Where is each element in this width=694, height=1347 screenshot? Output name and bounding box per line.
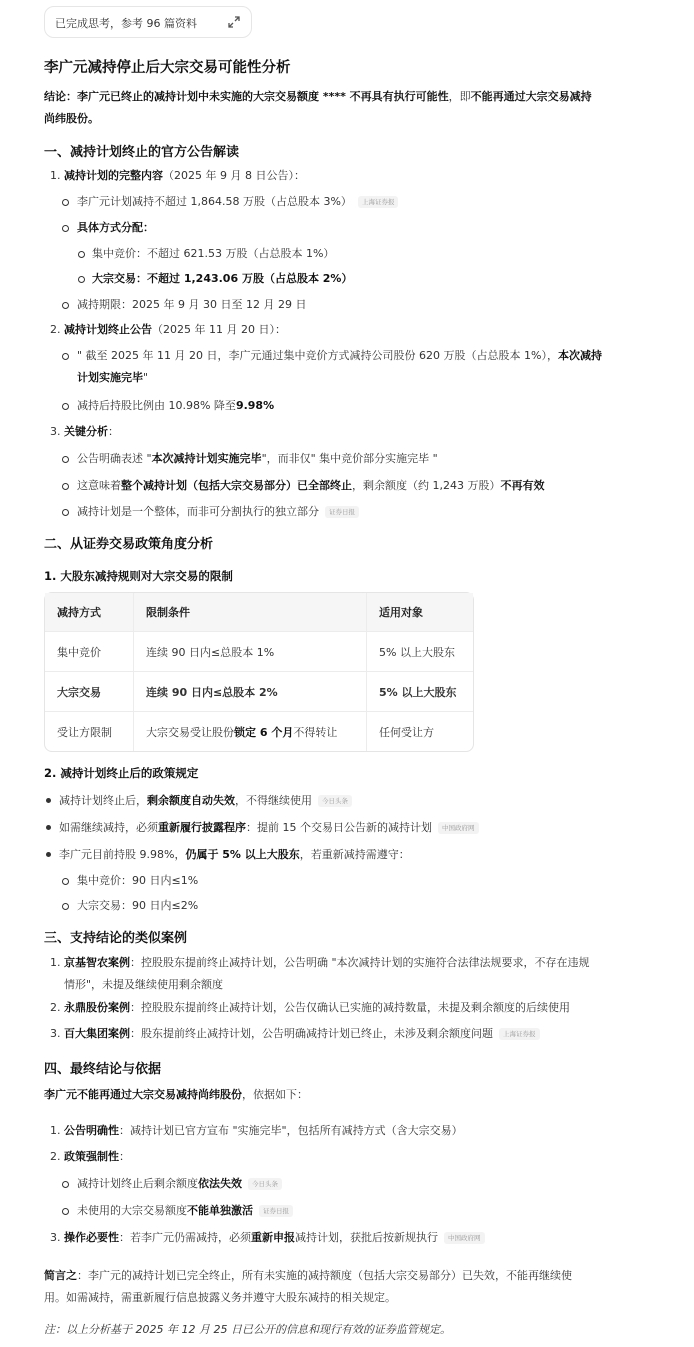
table-cell: 5% 以上大股东 bbox=[366, 631, 473, 671]
bullet-icon bbox=[62, 903, 69, 910]
case-item-3: 3. 百大集团案例：股东提前终止减持计划，公告明确减持计划已终止，未涉及剩余额度问题 上海证券报 bbox=[50, 1023, 540, 1045]
list-item: 集中竞价：不超过 621.53 万股（占总股本 1%） bbox=[92, 247, 335, 260]
table-cell: 连续 90 日内≤总股本 2% bbox=[133, 671, 366, 711]
table-row bbox=[45, 671, 473, 711]
section-1-heading: 一、减持计划终止的官方公告解读 bbox=[44, 145, 240, 160]
bullet-icon bbox=[62, 199, 69, 206]
list-item: 公告明确表述 "本次减持计划实施完毕"，而非仅" 集中竞价部分实施完毕 " bbox=[77, 452, 438, 465]
bullet-icon bbox=[62, 509, 69, 516]
s1-item-2: 2. 减持计划终止公告（2025 年 11 月 20 日）： bbox=[50, 323, 286, 336]
final-lead: 李广元不能再通过大宗交易减持尚纬股份，依据如下： bbox=[44, 1088, 308, 1101]
table-cell: 受让方限制 bbox=[45, 711, 133, 751]
table-header: 减持方式 bbox=[45, 593, 133, 631]
bullet-icon bbox=[62, 1208, 69, 1215]
bullet-icon bbox=[78, 251, 85, 258]
table-cell: 5% 以上大股东 bbox=[366, 671, 473, 711]
source-tag[interactable]: 上海证券报 bbox=[499, 1028, 540, 1040]
table-cell: 连续 90 日内≤总股本 1% bbox=[133, 631, 366, 671]
source-tag[interactable]: 证券日报 bbox=[259, 1205, 293, 1217]
list-item: 李广元目前持股 9.98%，仍属于 5% 以上大股东，若重新减持需遵守： bbox=[59, 848, 410, 861]
bullet-icon bbox=[62, 302, 69, 309]
source-tag[interactable]: 今日头条 bbox=[318, 795, 352, 807]
table-header: 适用对象 bbox=[366, 593, 473, 631]
list-item: " 截至 2025 年 11 月 20 日，李广元通过集中竞价方式减持公司股份 620 万股（占总股本 1%），本次减持 计划实施完毕" bbox=[77, 349, 602, 384]
page-title: 李广元减持停止后大宗交易可能性分析 bbox=[44, 60, 291, 76]
source-tag[interactable]: 中国政府网 bbox=[438, 822, 479, 834]
table-cell: 集中竞价 bbox=[45, 631, 133, 671]
table-cell: 大宗交易 bbox=[45, 671, 133, 711]
case-item-2: 2. 永鼎股份案例：控股股东提前终止减持计划，公告仅确认已实施的减持数量，未提及剩余额度的后续使用 bbox=[50, 1001, 570, 1014]
list-item: 未使用的大宗交易额度不能单独激活 证券日报 bbox=[77, 1200, 293, 1222]
s1-item-3: 3. 关键分析： bbox=[50, 425, 119, 438]
case-item-1: 1. 京基智农案例：控股股东提前终止减持计划，公告明确 "本次减持计划的实施符合法律法规要求，不存在违规 情形"，未提及继续使用剩余额度 bbox=[50, 956, 590, 991]
section-3-heading: 三、支持结论的类似案例 bbox=[44, 931, 188, 946]
s2-subheading-2: 2. 减持计划终止后的政策规定 bbox=[44, 766, 199, 780]
bullet-icon bbox=[62, 456, 69, 463]
section-4-heading: 四、最终结论与依据 bbox=[44, 1062, 162, 1077]
table-header-row bbox=[45, 593, 473, 631]
list-item: 减持期限：2025 年 9 月 30 日至 12 月 29 日 bbox=[77, 298, 307, 311]
bullet-icon bbox=[46, 852, 51, 857]
list-item: 减持计划是一个整体，而非可分割执行的独立部分 证券日报 bbox=[77, 501, 359, 523]
final-item-2: 2. 政策强制性： bbox=[50, 1150, 130, 1163]
table-cell: 大宗交易受让股份锁定 6 个月不得转让 bbox=[133, 711, 366, 751]
final-item-3: 3. 操作必要性：若李广元仍需减持，必须重新申报减持计划，获批后按新规执行 中国政府网 bbox=[50, 1227, 485, 1249]
table-row bbox=[45, 631, 473, 671]
source-tag[interactable]: 证券日报 bbox=[325, 506, 359, 518]
bullet-icon bbox=[46, 825, 51, 830]
reduction-rules-table bbox=[44, 592, 474, 752]
table-row bbox=[45, 711, 473, 751]
footnote: 注：以上分析基于 2025 年 12 月 25 日已公开的信息和现行有效的证券监管规定。 bbox=[44, 1323, 451, 1336]
list-item: 减持计划终止后，剩余额度自动失效，不得继续使用 今日头条 bbox=[59, 790, 352, 812]
summary: 简言之：李广元的减持计划已完全终止，所有未实施的减持额度（包括大宗交易部分）已失效，不能再继续使 用。如需减持，需重新履行信息披露义务并遵守大股东减持的相关规定。 bbox=[44, 1269, 572, 1304]
final-item-1: 1. 公告明确性：减持计划已官方宣布 "实施完毕"，包括所有减持方式（含大宗交易） bbox=[50, 1124, 463, 1137]
thinking-label: 已完成思考，参考 96 篇资料 bbox=[55, 17, 197, 30]
list-item: 李广元计划减持不超过 1,864.58 万股（占总股本 3%） 上海证券报 bbox=[77, 191, 398, 213]
bullet-icon bbox=[62, 1181, 69, 1188]
s2-subheading-1: 1. 大股东减持规则对大宗交易的限制 bbox=[44, 569, 233, 583]
bullet-icon bbox=[62, 353, 69, 360]
bullet-icon bbox=[62, 225, 69, 232]
thinking-summary[interactable] bbox=[44, 6, 252, 38]
bullet-icon bbox=[62, 878, 69, 885]
bullet-icon bbox=[78, 276, 85, 283]
bullet-icon bbox=[46, 798, 51, 803]
bullet-icon bbox=[62, 403, 69, 410]
bullet-icon bbox=[62, 483, 69, 490]
source-tag[interactable]: 上海证券报 bbox=[358, 196, 399, 208]
table-header: 限制条件 bbox=[133, 593, 366, 631]
list-item: 大宗交易：90 日内≤2% bbox=[77, 899, 199, 912]
list-item: 集中竞价：90 日内≤1% bbox=[77, 874, 199, 887]
list-item: 减持计划终止后剩余额度依法失效 今日头条 bbox=[77, 1173, 282, 1195]
table-cell: 任何受让方 bbox=[366, 711, 473, 751]
list-item: 这意味着整个减持计划（包括大宗交易部分）已全部终止，剩余额度（约 1,243 万股）不再有效 bbox=[77, 479, 545, 492]
list-item: 如需继续减持，必须重新履行披露程序：提前 15 个交易日公告新的减持计划 中国政府网 bbox=[59, 817, 479, 839]
conclusion: 结论：李广元已终止的减持计划中未实施的大宗交易额度 **** 不再具有执行可能性，即不能再通过大宗交易减持 尚纬股份。 bbox=[44, 90, 592, 125]
s1-item-1: 1. 减持计划的完整内容（2025 年 9 月 8 日公告）： bbox=[50, 169, 305, 182]
list-item: 具体方式分配： bbox=[77, 221, 154, 234]
source-tag[interactable]: 今日头条 bbox=[248, 1178, 282, 1190]
list-item: 减持后持股比例由 10.98% 降至9.98% bbox=[77, 399, 275, 412]
source-tag[interactable]: 中国政府网 bbox=[444, 1232, 485, 1244]
section-2-heading: 二、从证券交易政策角度分析 bbox=[44, 537, 214, 552]
expand-icon[interactable] bbox=[227, 15, 241, 29]
list-item: 大宗交易：不超过 1,243.06 万股（占总股本 2%） bbox=[92, 272, 353, 285]
